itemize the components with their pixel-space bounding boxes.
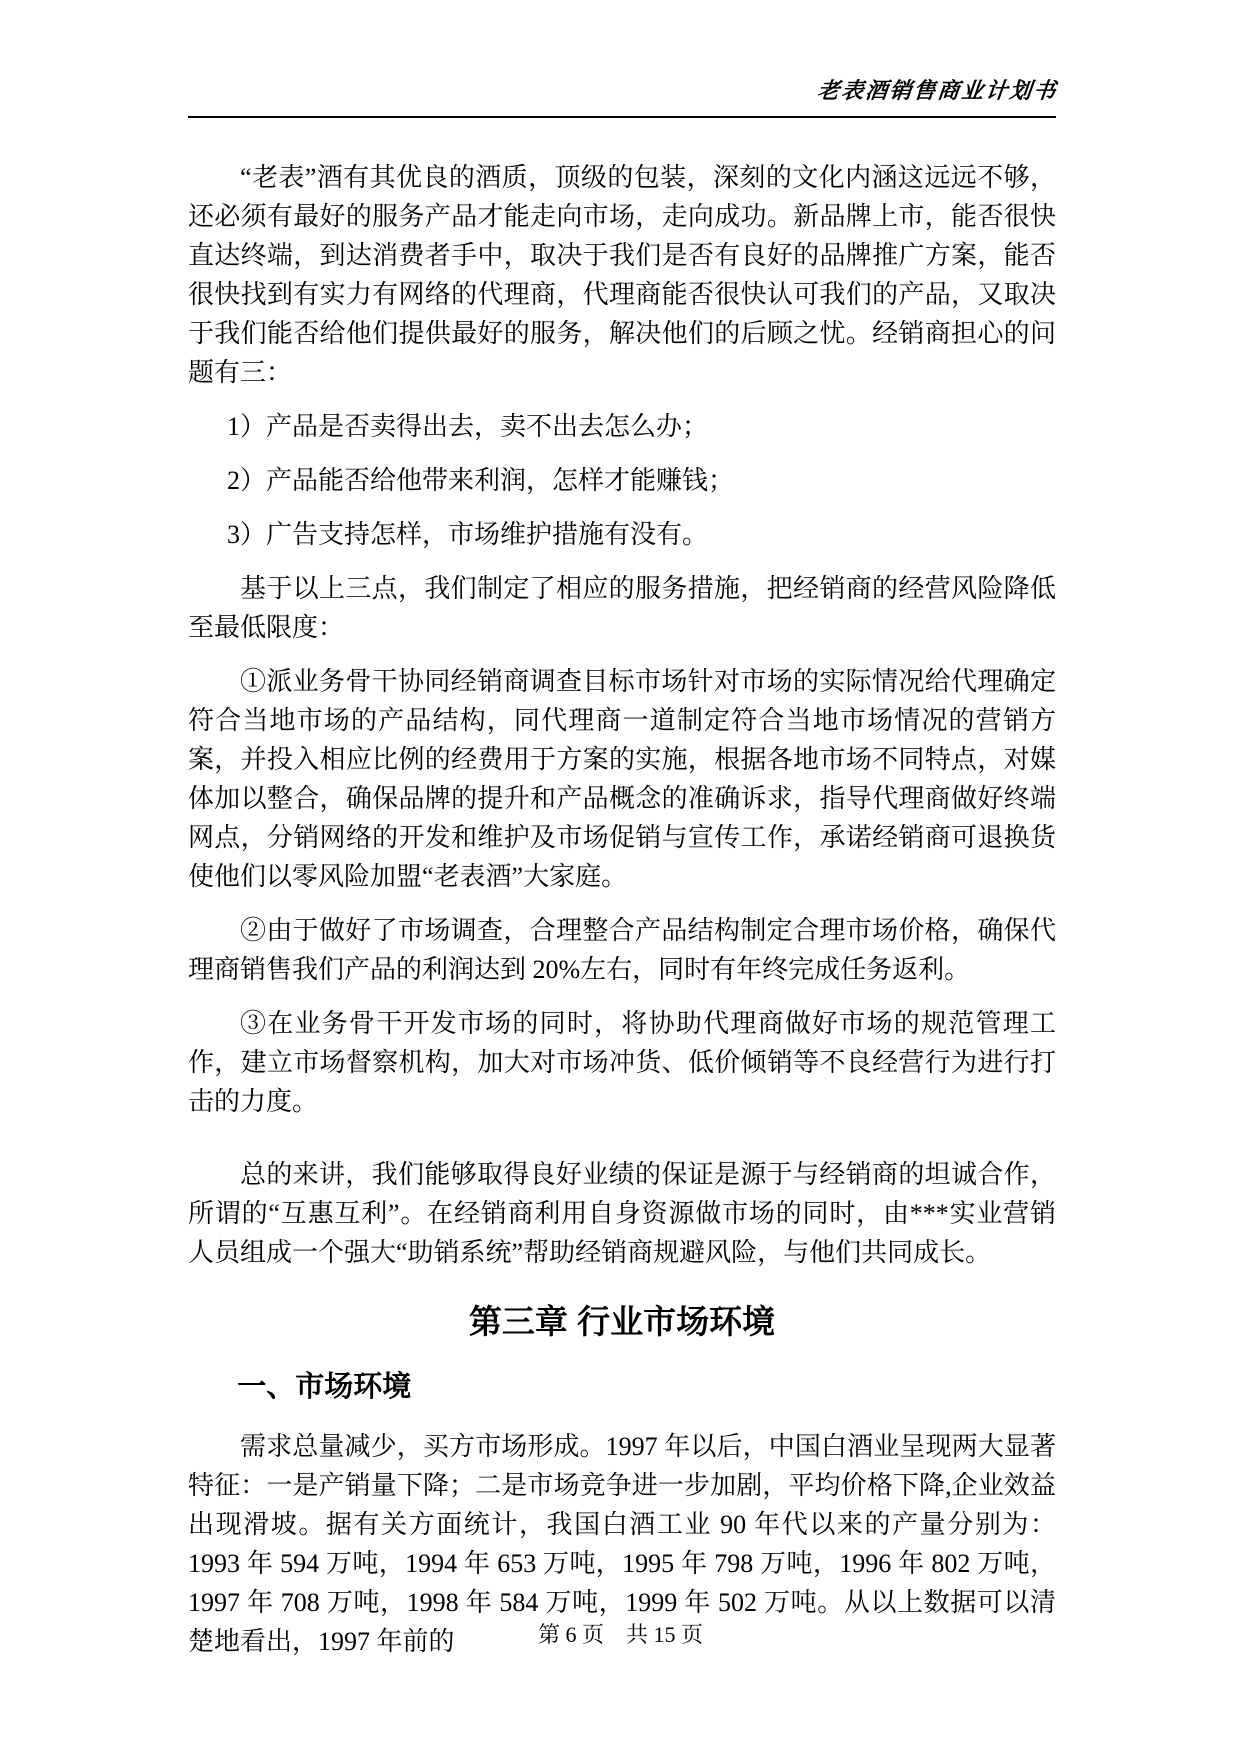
document-body xyxy=(188,118,1056,1661)
list-item-2: 2）产品能否给他带来利润，怎样才能赚钱； xyxy=(227,466,735,495)
footer-page-number: 第 6 页 共 15 页 xyxy=(537,1622,703,1647)
paragraph-market: 需求总量减少，买方市场形成。1997 年以后，中国白酒业呈现两大显著特征：一是产销量下降；二是市场竞争进一步加剧，平均价格下降,企业效益出现滑坡。据有关方面统计，我国白酒工业 90 年代以来的产量分别为：1993 年 594 万吨，1994 年 653 万吨，1995 年 798 万吨，1996 年 802 万吨，1997 年 708 万吨，1998 年 584 万吨，1999 年 502 万吨。从以上数据可以清楚地看出，1997 年前的 xyxy=(188,1432,1056,1656)
paragraph-measure-1: ①派业务骨干协同经销商调查目标市场针对市场的实际情况给代理确定符合当地市场的产品结构，同代理商一道制定符合当地市场情况的营销方案，并投入相应比例的经费用于方案的实施，根据各地市场不同特点，对媒体加以整合，确保品牌的提升和产品概念的准确诉求，指导代理商做好终端网点，分销网络的开发和维护及市场促销与宣传工作，承诺经销商可退换货使他们以零风险加盟“老表酒”大家庭。 xyxy=(188,667,1056,891)
paragraph-measure-2: ②由于做好了市场调查，合理整合产品结构制定合理市场价格，确保代理商销售我们产品的利润达到 20%左右，同时有年终完成任务返利。 xyxy=(188,916,1056,984)
page-header xyxy=(188,0,1059,118)
chapter-heading: 第三章 行业市场环境 xyxy=(468,1303,776,1340)
header-title: 老表酒销售商业计划书 xyxy=(816,78,1059,103)
paragraph-measure-3: ③在业务骨干开发市场的同时，将协助代理商做好市场的规范管理工作，建立市场督察机构，加大对市场冲货、低价倾销等不良经营行为进行打击的力度。 xyxy=(188,1009,1056,1116)
list-item-1: 1）产品是否卖得出去，卖不出去怎么办； xyxy=(227,412,709,441)
paragraph-intro: “老表”酒有其优良的酒质，顶级的包装，深刻的文化内涵这远远不够，还必须有最好的服务产品才能走向市场，走向成功。新品牌上市，能否很快直达终端，到达消费者手中，取决于我们是否有良好的品牌推广方案，能否很快找到有实力有网络的代理商，代理商能否很快认可我们的产品，又取决于我们能否给他们提供最好的服务，解决他们的后顾之忧。经销商担心的问题有三： xyxy=(188,163,1056,387)
page-footer xyxy=(0,1622,1241,1648)
section-heading: 一、市场环境 xyxy=(237,1371,412,1403)
list-item-3: 3）广告支持怎样，市场维护措施有没有。 xyxy=(227,520,709,549)
paragraph-basis: 基于以上三点，我们制定了相应的服务措施，把经销商的经营风险降低至最低限度： xyxy=(188,574,1056,642)
paragraph-summary: 总的来讲，我们能够取得良好业绩的保证是源于与经销商的坦诚合作，所谓的“互惠互利”。在经销商利用自身资源做市场的同时，由***实业营销人员组成一个强大“助销系统”帮助经销商规避风险，与他们共同成长。 xyxy=(188,1160,1056,1267)
page-content xyxy=(188,0,1059,1676)
